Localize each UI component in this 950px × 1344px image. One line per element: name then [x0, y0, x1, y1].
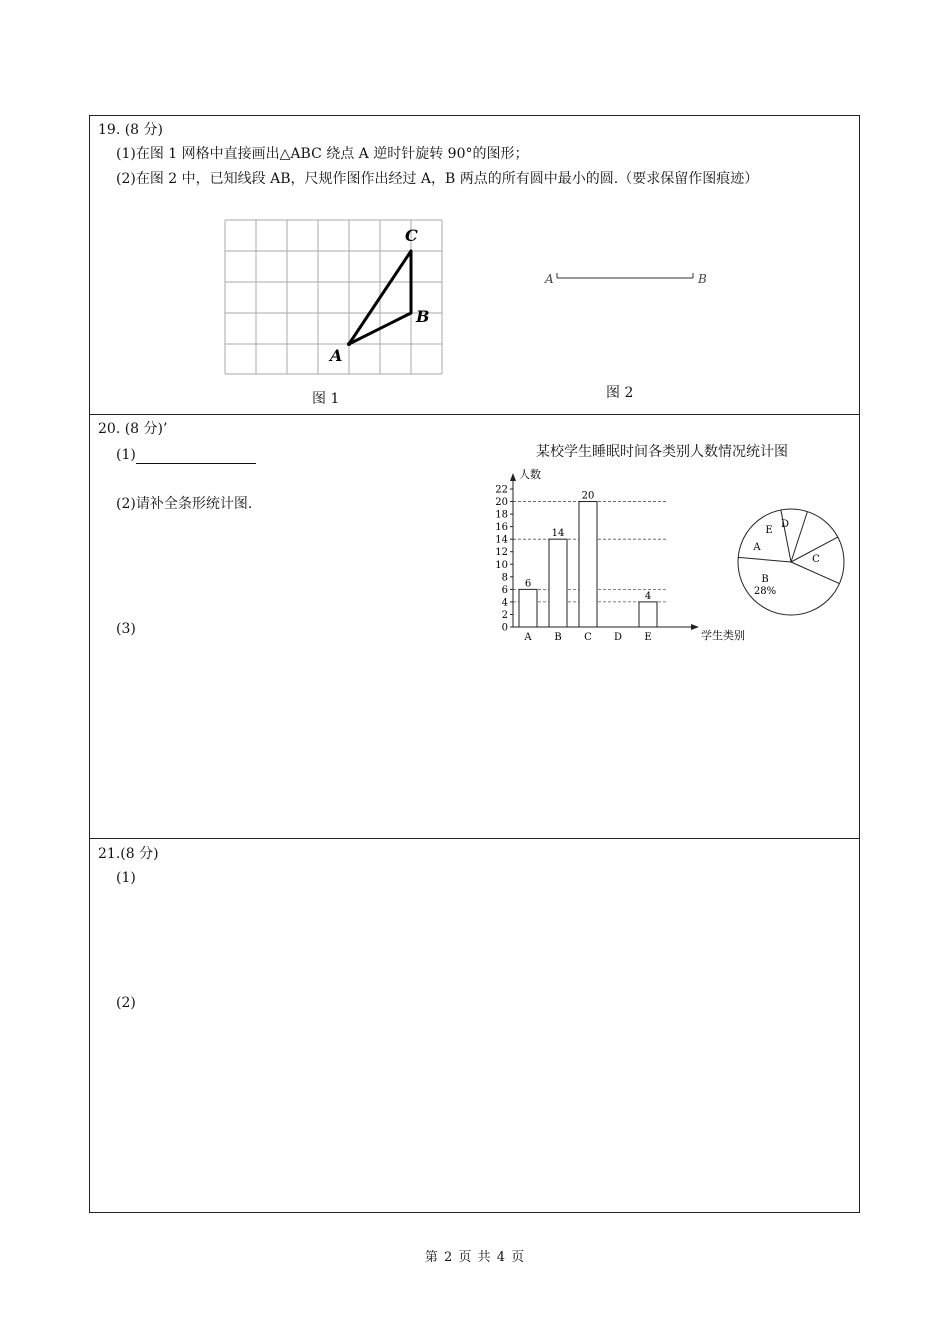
- q20-part1: [116, 446, 256, 464]
- x-tick-label: D: [613, 632, 623, 643]
- pie-label-C: C: [812, 554, 820, 565]
- y-tick-label: 8: [501, 572, 508, 584]
- y-axis-arrow: [510, 473, 516, 481]
- y-tick-label: 20: [495, 497, 508, 509]
- fig2-label-a: A: [545, 272, 554, 286]
- x-tick-label: C: [584, 632, 592, 643]
- y-tick-label: 2: [501, 609, 508, 621]
- sleep-time-chart: [485, 465, 845, 650]
- fig2-label-b: B: [698, 272, 707, 286]
- figure-1-grid: [224, 216, 454, 416]
- y-tick-label: 18: [495, 509, 508, 521]
- y-tick-label: 16: [495, 522, 508, 534]
- pie-percent-B: 28%: [753, 586, 777, 597]
- bar-value-label: 20: [581, 490, 595, 502]
- y-tick-label: 14: [495, 534, 508, 546]
- question-20-box: [89, 414, 860, 839]
- fig1-caption: 图 1: [312, 391, 340, 407]
- q19-part2: (2)在图 2 中，已知线段 AB，尺规作图作出经过 A，B 两点的所有圆中最小的圆.（要求保留作图痕迹）: [116, 171, 759, 187]
- bar-B: [549, 539, 567, 627]
- q21-number: 21.(8 分): [98, 846, 159, 862]
- y-tick-label: 0: [501, 622, 508, 634]
- figure-2-segment: [540, 266, 720, 296]
- q20-number: 20. (8 分)’: [98, 421, 168, 437]
- bar-value-label: 4: [644, 590, 652, 602]
- q20-part2: (2)请补全条形统计图.: [116, 496, 253, 512]
- y-tick-label: 10: [495, 559, 508, 571]
- bar-E: [639, 602, 657, 627]
- pie-label-B: B: [761, 574, 769, 585]
- page-footer: 第 2 页 共 4 页: [424, 1250, 526, 1265]
- pie-label-A: A: [753, 542, 761, 553]
- y-tick-label: 4: [501, 597, 508, 609]
- x-tick-label: E: [644, 632, 652, 643]
- pie-label-E: E: [765, 525, 773, 536]
- x-axis-label: 学生类别: [701, 629, 745, 642]
- q19-number: 19. (8 分): [98, 122, 163, 138]
- q19-part1: (1)在图 1 网格中直接画出△ABC 绕点 A 逆时针旋转 90°的图形；: [116, 146, 529, 162]
- y-tick-label: 6: [501, 584, 508, 596]
- bar-value-label: 6: [524, 578, 532, 590]
- q21-part2: (2): [116, 995, 136, 1011]
- fig1-label-a: A: [330, 346, 343, 365]
- fig1-label-c: C: [405, 226, 418, 245]
- x-tick-label: B: [554, 632, 562, 643]
- x-axis-arrow: [691, 624, 699, 630]
- bar-A: [519, 589, 537, 627]
- q20-part1-answer-blank[interactable]: [136, 449, 256, 464]
- y-axis-label: 人数: [519, 468, 541, 481]
- bar-value-label: 14: [551, 528, 565, 540]
- question-21-box: [89, 838, 860, 1213]
- fig2-caption: 图 2: [606, 385, 634, 401]
- chart-title: 某校学生睡眠时间各类别人数情况统计图: [536, 444, 788, 460]
- x-tick-label: A: [524, 632, 532, 643]
- bar-C: [579, 502, 597, 627]
- y-tick-label: 22: [495, 484, 508, 496]
- fig1-label-b: B: [416, 307, 430, 326]
- question-19-box: [89, 115, 860, 415]
- y-tick-label: 12: [495, 547, 508, 559]
- pie-label-D: D: [780, 519, 790, 530]
- q20-part3: (3): [116, 621, 136, 637]
- q21-part1: (1): [116, 870, 136, 886]
- q20-part1-label: (1): [116, 447, 136, 463]
